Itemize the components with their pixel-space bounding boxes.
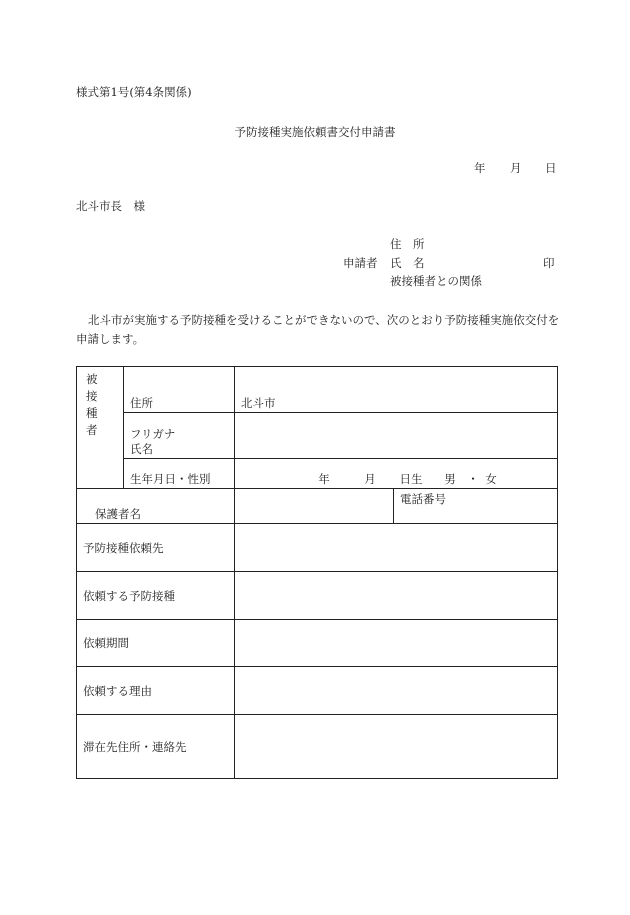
- address-label-cell: [124, 367, 235, 413]
- guardian-label-cell: [77, 489, 235, 524]
- relation-label: 被接種者との関係: [390, 274, 482, 288]
- name-label: 氏名: [130, 442, 153, 456]
- furigana-label: フリガナ: [130, 427, 176, 441]
- sex-female[interactable]: 女: [485, 472, 497, 486]
- body-text: 北斗市が実施する予防接種を受けることができないので、次のとおり予防接種実施依交付を申請します。: [76, 313, 560, 346]
- name-label-cell: [124, 413, 235, 459]
- period-label-cell: [77, 620, 235, 667]
- stay-address-label-cell: [77, 715, 235, 779]
- request-period-label: 依頼期間: [83, 636, 129, 650]
- address-value: 北斗市: [241, 396, 276, 410]
- sex-separator: ・: [467, 472, 479, 486]
- dob-sex-label: 生年月日・性別: [130, 472, 211, 486]
- guardian-name-field[interactable]: [235, 489, 394, 524]
- address-label: 住所: [130, 396, 153, 410]
- request-period-field[interactable]: [235, 620, 558, 667]
- page-title: 予防接種実施依頼書交付申請書: [234, 125, 396, 139]
- date-month-label: 月: [510, 161, 522, 175]
- provider-label-cell: [77, 524, 235, 572]
- stay-address-label: 滞在先住所・連絡先: [83, 739, 187, 754]
- form-number: 様式第1号(第4条関係): [76, 85, 192, 99]
- reason-label-cell: [77, 667, 235, 715]
- subject-label: 被接種者: [86, 372, 98, 437]
- provider-field[interactable]: [235, 524, 558, 572]
- date-day-label: 日: [545, 161, 557, 175]
- applicant-name-label: 氏 名: [390, 256, 425, 270]
- address-value-field[interactable]: [235, 367, 558, 413]
- sex-male[interactable]: 男: [444, 472, 456, 486]
- application-form-table: [76, 366, 558, 779]
- vaccination-type-field[interactable]: [235, 572, 558, 620]
- seal-label: 印: [543, 256, 555, 270]
- addressee: 北斗市長 様: [76, 199, 145, 213]
- vaccination-provider-label: 予防接種依頼先: [83, 540, 164, 555]
- name-field[interactable]: [235, 413, 558, 459]
- applicant-role-label: 申請者: [343, 256, 378, 270]
- request-reason-field[interactable]: [235, 667, 558, 715]
- request-reason-label: 依頼する理由: [83, 683, 152, 698]
- phone-label: 電話番号: [400, 492, 446, 506]
- guardian-label: 保護者名: [95, 507, 141, 521]
- stay-address-field[interactable]: [235, 715, 558, 779]
- applicant-address-label: 住 所: [390, 237, 425, 251]
- dob-day: 日生: [399, 472, 423, 486]
- date-year-label: 年: [474, 161, 486, 175]
- dob-sex-field[interactable]: [235, 459, 558, 489]
- dob-label-cell: [124, 459, 235, 489]
- phone-field[interactable]: [394, 489, 558, 524]
- dob-month: 月: [364, 472, 376, 486]
- dob-year: 年: [318, 472, 330, 486]
- subject-header-cell: [77, 367, 124, 489]
- vaccination-type-label: 依頼する予防接種: [83, 588, 175, 603]
- vaccination-type-label-cell: [77, 572, 235, 620]
